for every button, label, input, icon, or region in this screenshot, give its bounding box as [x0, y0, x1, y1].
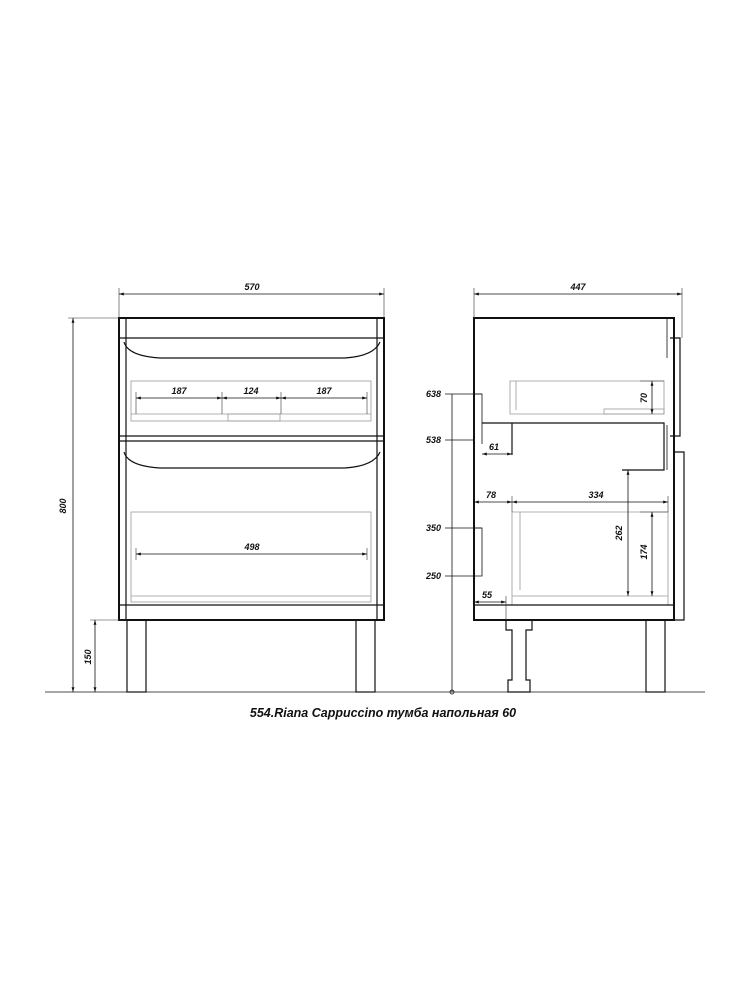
front-right-leg — [356, 620, 375, 692]
front-cabinet-outline — [119, 318, 384, 620]
dim-upper-right: 187 — [316, 386, 332, 396]
dim-78: 78 — [486, 490, 497, 500]
level-638: 638 — [426, 389, 442, 399]
dim-depth: 447 — [570, 282, 586, 292]
dim-height: 800 — [58, 498, 68, 514]
dim-width: 570 — [244, 282, 260, 292]
side-back-leg — [506, 620, 532, 692]
lower-drawer-front — [124, 452, 380, 468]
dim-55: 55 — [482, 590, 493, 600]
dim-upper-left: 187 — [171, 386, 187, 396]
level-350: 350 — [426, 523, 442, 533]
front-view — [58, 282, 384, 692]
upper-drawer-front — [124, 342, 380, 358]
level-538: 538 — [426, 435, 442, 445]
drawing-caption: 554.Riana Cappuccino тумба напольная 60 — [249, 706, 517, 720]
side-cabinet-outline — [474, 318, 674, 620]
dim-61: 61 — [489, 442, 500, 452]
dim-leg-height: 150 — [83, 649, 93, 665]
side-lower-front — [674, 452, 684, 620]
front-left-leg — [127, 620, 146, 692]
dim-174: 174 — [639, 544, 649, 560]
level-250: 250 — [426, 571, 442, 581]
side-front-leg — [646, 620, 665, 692]
dim-262: 262 — [614, 525, 624, 541]
dim-upper-middle: 124 — [243, 386, 259, 396]
dim-70: 70 — [639, 392, 649, 404]
dim-334: 334 — [588, 490, 604, 500]
side-view — [425, 282, 684, 694]
dim-lower-width: 498 — [244, 542, 260, 552]
